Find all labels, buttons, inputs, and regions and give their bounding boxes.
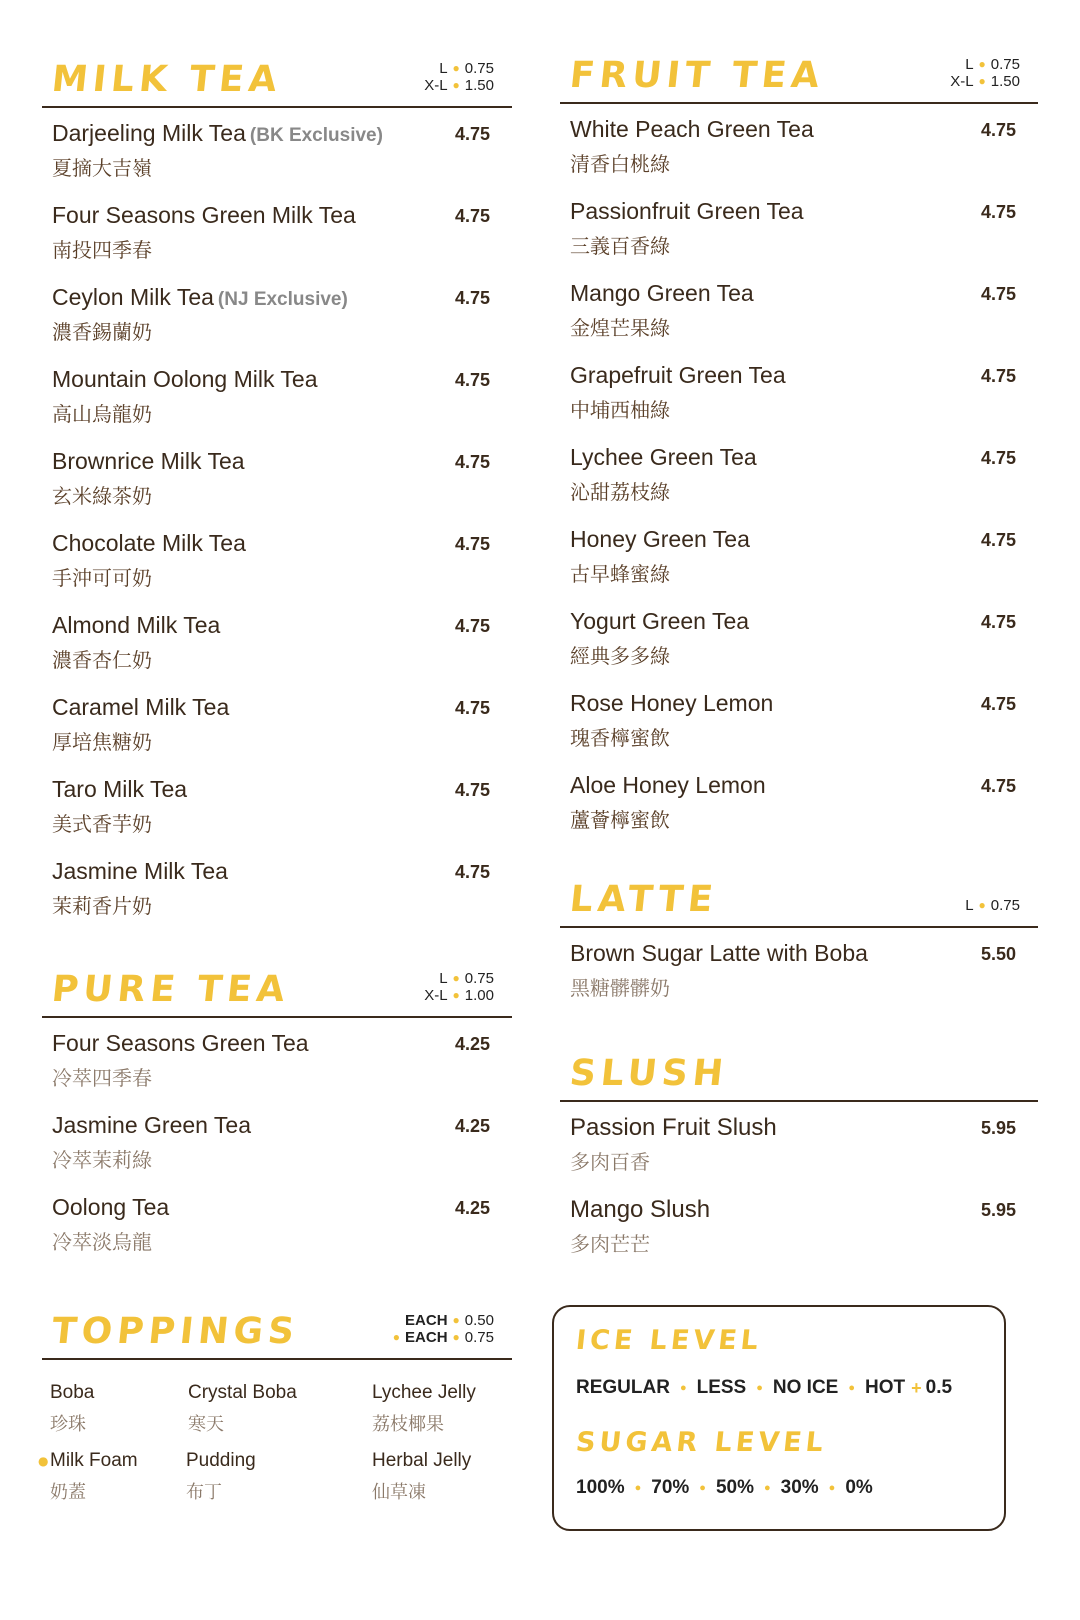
item-price: 4.75: [980, 448, 1016, 468]
plus-icon: +: [911, 1377, 922, 1398]
item-name: Ceylon Milk Tea: [52, 284, 214, 310]
menu-item: [42, 682, 512, 764]
item-name-zh: 冷萃茉莉綠: [52, 1148, 152, 1172]
item-price: 4.75: [454, 206, 490, 226]
size-price: 1.50: [990, 73, 1020, 90]
bullet-icon: ●: [699, 1482, 706, 1494]
item-name-zh: 多肉百香: [570, 1150, 650, 1174]
size-price: 0.75: [464, 970, 494, 987]
item-price: 5.95: [980, 1200, 1016, 1220]
item-name-zh: 金煌芒果綠: [570, 316, 670, 340]
item-name: Yogurt Green Tea: [570, 608, 750, 634]
item-price: 4.75: [454, 862, 490, 882]
ice-level-title: ICE LEVEL: [574, 1325, 764, 1356]
item-name-zh: 中埔西柚綠: [570, 398, 670, 422]
item-name: Honey Green Tea: [570, 526, 750, 552]
each-label: EACH: [405, 1329, 448, 1346]
menu-item: [42, 764, 512, 846]
each-label: EACH: [405, 1312, 448, 1329]
item-name-zh: 多肉芒芒: [570, 1232, 650, 1256]
item-name: Mountain Oolong Milk Tea: [52, 366, 318, 392]
item-price: 4.75: [980, 120, 1016, 140]
each-price: 0.50: [464, 1312, 494, 1329]
item-price: 4.75: [454, 288, 490, 308]
item-price: 4.25: [454, 1116, 490, 1136]
topping-name: Lychee Jelly: [372, 1382, 476, 1403]
topping-name: Pudding: [186, 1450, 256, 1471]
section-title: MILK TEA: [49, 59, 284, 100]
topping-name-zh: 荔枝椰果: [372, 1414, 444, 1435]
item-price: 4.25: [454, 1198, 490, 1218]
slush-header: [560, 1044, 1038, 1100]
item-price: 4.75: [980, 776, 1016, 796]
item-price: 4.75: [454, 370, 490, 390]
item-tag: (BK Exclusive): [249, 125, 383, 146]
menu-item: [560, 678, 1038, 760]
topping-item: [372, 1450, 532, 1504]
hot-extra-price: 0.5: [925, 1377, 953, 1398]
item-name: Taro Milk Tea: [52, 776, 188, 802]
item-name-zh: 濃香錫蘭奶: [52, 320, 152, 344]
item-name-zh: 高山烏龍奶: [52, 402, 152, 426]
bullet-icon: ●: [38, 1454, 49, 1468]
item-name-zh: 茉莉香片奶: [52, 894, 152, 918]
menu-item: [42, 436, 512, 518]
item-name-zh: 濃香杏仁奶: [52, 648, 152, 672]
item-name: Passion Fruit Slush: [570, 1114, 777, 1141]
item-name: Four Seasons Green Tea: [52, 1030, 309, 1056]
size-price: 1.00: [464, 987, 494, 1004]
item-price: 4.75: [454, 124, 490, 144]
size-prices: L ● 0.75: [965, 897, 1020, 914]
item-price: 4.75: [980, 366, 1016, 386]
item-name: Jasmine Green Tea: [52, 1112, 252, 1138]
item-name: Brownrice Milk Tea: [52, 448, 245, 474]
fruit-tea-section: [560, 46, 1038, 842]
topping-prices: EACH ● 0.50 ● EACH ● 0.75: [392, 1312, 494, 1346]
ice-level-options: [576, 1377, 952, 1399]
item-price: 4.75: [980, 284, 1016, 304]
item-price: 4.75: [454, 616, 490, 636]
section-title: PURE TEA: [49, 969, 292, 1010]
toppings-section: [38, 1302, 512, 1503]
menu-item: [42, 518, 512, 600]
size-label: X-L: [424, 77, 448, 94]
menu-item: [560, 350, 1038, 432]
size-prices: L ● 0.75 X-L ● 1.50: [424, 60, 494, 94]
sugar-option[interactable]: 100%: [576, 1477, 625, 1498]
sugar-option[interactable]: 50%: [715, 1477, 754, 1498]
bullet-icon: ●: [679, 1382, 687, 1394]
milk-tea-section: [42, 50, 512, 928]
menu-item: [560, 1102, 1038, 1184]
item-name: Darjeeling Milk Tea: [52, 120, 246, 146]
size-price: 0.75: [464, 60, 494, 77]
menu-item: [42, 1100, 512, 1182]
item-price: 4.75: [454, 534, 490, 554]
item-name-zh: 手沖可可奶: [52, 566, 152, 590]
menu-item: [560, 514, 1038, 596]
section-title: SLUSH: [567, 1053, 731, 1094]
size-price: 0.75: [990, 56, 1020, 73]
menu-item: [560, 268, 1038, 350]
topping-name: Boba: [50, 1382, 95, 1403]
fruit-tea-header: [560, 46, 1038, 102]
item-tag: (NJ Exclusive): [217, 289, 348, 310]
menu-item: [560, 1184, 1038, 1266]
item-name: White Peach Green Tea: [570, 116, 814, 142]
menu-item: [42, 108, 512, 190]
item-name-zh: 經典多多綠: [570, 644, 670, 668]
size-price: 0.75: [990, 897, 1020, 914]
item-price: 4.75: [454, 698, 490, 718]
sugar-option[interactable]: 30%: [780, 1477, 819, 1498]
topping-name: Herbal Jelly: [372, 1450, 472, 1471]
item-name: Oolong Tea: [52, 1194, 170, 1220]
section-title: LATTE: [567, 879, 720, 920]
section-title: FRUIT TEA: [567, 55, 827, 96]
menu-item: [560, 432, 1038, 514]
sugar-option[interactable]: 0%: [845, 1477, 873, 1498]
toppings-header: [42, 1302, 512, 1358]
topping-item: [186, 1450, 346, 1504]
slush-section: [560, 1044, 1038, 1266]
item-name-zh: 厚培焦糖奶: [52, 730, 152, 754]
item-price: 4.75: [980, 694, 1016, 714]
each-price: 0.75: [464, 1329, 494, 1346]
item-name-zh: 玄米綠茶奶: [52, 484, 152, 508]
item-name-zh: 美式香芋奶: [52, 812, 152, 836]
item-name: Mango Green Tea: [570, 280, 754, 306]
topping-item: [372, 1382, 532, 1436]
item-name: Passionfruit Green Tea: [570, 198, 804, 224]
topping-name-zh: 奶蓋: [50, 1482, 86, 1503]
topping-name-zh: 珍珠: [50, 1414, 86, 1435]
item-name: Aloe Honey Lemon: [570, 772, 766, 798]
item-name: Jasmine Milk Tea: [52, 858, 228, 884]
menu-item: [42, 354, 512, 436]
size-price: 1.50: [464, 77, 494, 94]
item-name: Mango Slush: [570, 1196, 711, 1223]
ice-option[interactable]: HOT: [865, 1377, 906, 1398]
pure-tea-section: [42, 960, 512, 1264]
menu-item: [42, 1182, 512, 1264]
topping-name-zh: 布丁: [186, 1482, 222, 1503]
item-name-zh: 夏摘大吉嶺: [52, 156, 152, 180]
item-price: 4.75: [980, 530, 1016, 550]
item-name: Caramel Milk Tea: [52, 694, 230, 720]
ice-option[interactable]: LESS: [696, 1377, 747, 1398]
item-name-zh: 沁甜荔枝綠: [570, 480, 670, 504]
bullet-icon: ●: [756, 1382, 763, 1394]
item-name-zh: 瑰香檸蜜飲: [570, 726, 670, 750]
sugar-option[interactable]: 70%: [651, 1477, 690, 1498]
topping-name-zh: 寒天: [188, 1414, 224, 1435]
item-price: 5.50: [980, 944, 1016, 964]
menu-item: [560, 104, 1038, 186]
section-title: TOPPINGS: [49, 1311, 302, 1352]
topping-name: Crystal Boba: [188, 1382, 297, 1403]
menu-item: [560, 760, 1038, 842]
item-name: Four Seasons Green Milk Tea: [52, 202, 356, 228]
item-price: 5.95: [980, 1118, 1016, 1138]
item-name: Rose Honey Lemon: [570, 690, 774, 716]
item-name-zh: 清香白桃綠: [570, 152, 670, 176]
bullet-icon: ●: [763, 1482, 771, 1494]
item-name-zh: 三義百香綠: [570, 234, 670, 258]
item-name-zh: 冷萃四季春: [52, 1066, 152, 1090]
milk-tea-header: [42, 50, 512, 106]
topping-name-zh: 仙草凍: [372, 1482, 426, 1503]
menu-item: [560, 928, 1038, 1010]
size-prices: L ● 0.75 X-L ● 1.00: [424, 970, 494, 1004]
item-name-zh: 黑糖髒髒奶: [570, 976, 670, 1000]
menu-item: [42, 600, 512, 682]
sugar-level-options: [576, 1477, 873, 1499]
item-name: Grapefruit Green Tea: [570, 362, 786, 388]
menu-item: [42, 1018, 512, 1100]
item-name-zh: 蘆薈檸蜜飲: [570, 808, 670, 832]
menu-item: [42, 846, 512, 928]
ice-sugar-box: [552, 1305, 1006, 1531]
pure-tea-header: [42, 960, 512, 1016]
menu-item: [560, 596, 1038, 678]
latte-header: [560, 870, 1038, 926]
item-price: 4.75: [454, 452, 490, 472]
item-price: 4.75: [454, 780, 490, 800]
bullet-icon: ●: [634, 1482, 642, 1494]
topping-item: [50, 1382, 210, 1436]
item-name-zh: 冷萃淡烏龍: [52, 1230, 152, 1254]
item-name: Almond Milk Tea: [52, 612, 221, 638]
topping-item: [188, 1382, 348, 1436]
size-label: L: [965, 56, 974, 73]
ice-option[interactable]: NO ICE: [772, 1377, 839, 1398]
item-price: 4.25: [454, 1034, 490, 1054]
item-name-zh: 南投四季春: [52, 238, 152, 262]
size-label: X-L: [424, 987, 448, 1004]
size-prices: L ● 0.75 X-L ● 1.50: [950, 56, 1020, 90]
item-price: 4.75: [980, 612, 1016, 632]
sugar-level-title: SUGAR LEVEL: [574, 1427, 829, 1458]
toppings-grid: [38, 1360, 512, 1503]
latte-section: [560, 870, 1038, 1010]
item-price: 4.75: [980, 202, 1016, 222]
menu-item: [560, 186, 1038, 268]
size-label: L: [965, 897, 974, 914]
size-label: L: [439, 970, 448, 987]
item-name: Chocolate Milk Tea: [52, 530, 246, 556]
ice-option[interactable]: REGULAR: [576, 1377, 670, 1398]
item-name: Lychee Green Tea: [570, 444, 757, 470]
size-label: L: [439, 60, 448, 77]
menu-item: [42, 272, 512, 354]
item-name-zh: 古早蜂蜜綠: [570, 562, 670, 586]
topping-name: Milk Foam: [50, 1450, 138, 1471]
bullet-icon: ●: [828, 1482, 836, 1494]
item-name: Brown Sugar Latte with Boba: [570, 940, 868, 966]
size-label: X-L: [950, 73, 974, 90]
bullet-icon: ●: [848, 1382, 855, 1394]
menu-item: [42, 190, 512, 272]
